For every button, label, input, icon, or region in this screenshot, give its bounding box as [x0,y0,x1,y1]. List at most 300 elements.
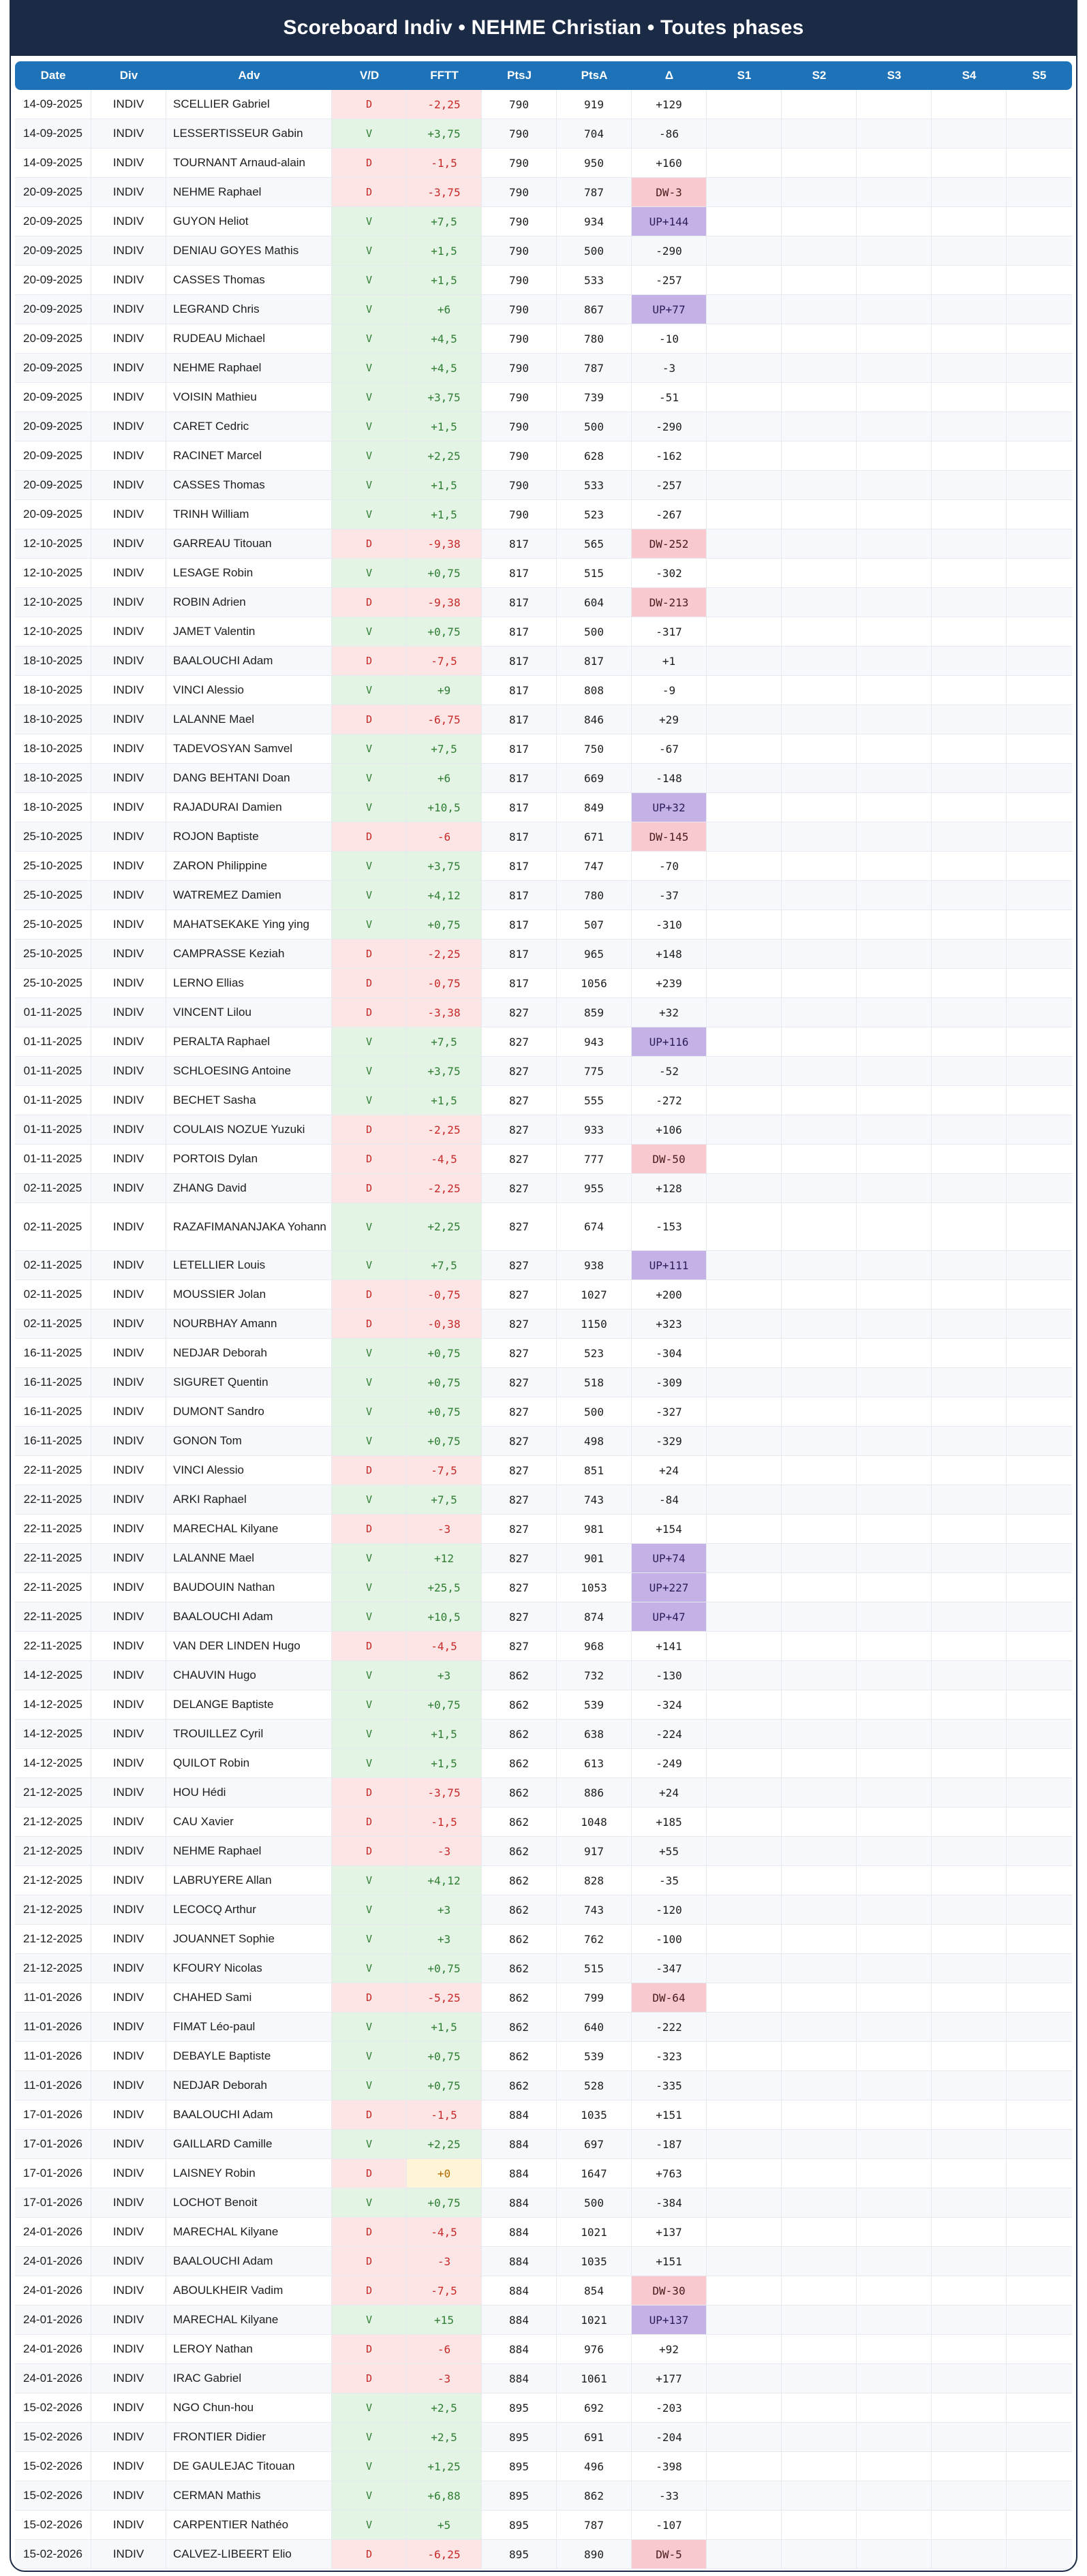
table-row[interactable] [15,295,1072,324]
table-row[interactable] [15,266,1072,295]
table-row[interactable] [15,1339,1072,1368]
set-5-cell [1007,1057,1072,1085]
opponent-cell: BAUDOUIN Nathan [166,1573,332,1602]
result-cell: V [332,1427,407,1455]
result-cell: V [332,1339,407,1367]
set-3-cell [857,1837,932,1865]
div-cell: INDIV [91,2130,166,2158]
delta-cell: +151 [632,2100,707,2129]
delta-cell: DW-3 [632,178,707,206]
delta-cell: -148 [632,764,707,792]
table-row[interactable] [15,1573,1072,1602]
delta-cell: +160 [632,149,707,177]
set-3-cell [857,2393,932,2422]
table-row[interactable] [15,1690,1072,1720]
table-row[interactable] [15,852,1072,881]
set-1-cell [707,2511,782,2539]
table-row[interactable] [15,1174,1072,1203]
table-row[interactable] [15,822,1072,852]
opponent-points-cell: 743 [557,1895,632,1924]
opponent-points-cell: 691 [557,2423,632,2451]
table-row[interactable] [15,1251,1072,1280]
set-2-cell [782,647,857,675]
delta-cell: +1 [632,647,707,675]
fftt-points-cell: +4,12 [407,881,482,910]
table-row[interactable] [15,1749,1072,1778]
set-4-cell [932,2452,1007,2481]
table-row[interactable] [15,1720,1072,1749]
set-3-cell [857,2481,932,2510]
result-cell: V [332,441,407,470]
table-row[interactable] [15,324,1072,354]
opponent-cell: VAN DER LINDEN Hugo [166,1632,332,1660]
table-row[interactable] [15,793,1072,822]
date-cell: 16-11-2025 [15,1427,91,1455]
set-1-cell [707,2071,782,2100]
table-row[interactable] [15,412,1072,441]
result-cell: V [332,471,407,499]
col-fftt-header[interactable]: FFTT [430,69,459,82]
set-1-cell [707,1251,782,1279]
table-row[interactable] [15,2393,1072,2423]
set-4-cell [932,1632,1007,1660]
opponent-cell: CASSES Thomas [166,471,332,499]
set-4-cell [932,1368,1007,1397]
set-1-cell [707,119,782,148]
set-2-cell [782,2042,857,2070]
opponent-points-cell: 854 [557,2276,632,2305]
set-5-cell [1007,1544,1072,1572]
table-row[interactable] [15,2218,1072,2247]
set-5-cell [1007,2042,1072,2070]
table-row[interactable] [15,1309,1072,1339]
div-cell: INDIV [91,617,166,646]
opponent-cell: NEHME Raphael [166,354,332,382]
set-4-cell [932,2276,1007,2305]
table-row[interactable] [15,441,1072,471]
table-row[interactable] [15,207,1072,236]
table-row[interactable] [15,1145,1072,1174]
fftt-points-cell: +0,75 [407,910,482,939]
table-row[interactable] [15,734,1072,764]
table-row[interactable] [15,2247,1072,2276]
set-5-cell [1007,1027,1072,1056]
fftt-points-cell: -1,5 [407,149,482,177]
player-points-cell: 884 [482,2159,557,2188]
col-vd-header[interactable]: V/D [359,69,380,82]
fftt-points-cell: +2,5 [407,2393,482,2422]
opponent-points-cell: 500 [557,236,632,265]
table-row[interactable] [15,1807,1072,1837]
player-points-cell: 790 [482,236,557,265]
div-cell: INDIV [91,822,166,851]
opponent-points-cell: 692 [557,2393,632,2422]
set-4-cell [932,1661,1007,1690]
set-4-cell [932,1174,1007,1202]
table-row[interactable] [15,1895,1072,1925]
date-cell: 21-12-2025 [15,1778,91,1807]
set-3-cell [857,412,932,441]
set-2-cell [782,1368,857,1397]
table-row[interactable] [15,969,1072,998]
table-row[interactable] [15,1544,1072,1573]
opponent-cell: LESSERTISSEUR Gabin [166,119,332,148]
set-1-cell [707,1720,782,1748]
set-4-cell [932,354,1007,382]
set-2-cell [782,1602,857,1631]
result-cell: V [332,734,407,763]
date-cell: 16-11-2025 [15,1397,91,1426]
table-row[interactable] [15,119,1072,149]
div-cell: INDIV [91,471,166,499]
table-row[interactable] [15,2130,1072,2159]
set-1-cell [707,1174,782,1202]
set-2-cell [782,236,857,265]
table-row[interactable] [15,2013,1072,2042]
opponent-cell: LEGRAND Chris [166,295,332,324]
table-row[interactable] [15,471,1072,500]
col-s3-header[interactable]: S3 [887,69,902,82]
set-5-cell [1007,2511,1072,2539]
table-row[interactable] [15,588,1072,617]
player-points-cell: 817 [482,910,557,939]
col-div-header[interactable]: Div [119,69,138,82]
set-5-cell [1007,2335,1072,2363]
set-2-cell [782,1807,857,1836]
table-row[interactable] [15,2159,1072,2188]
set-4-cell [932,2511,1007,2539]
set-5-cell [1007,2013,1072,2041]
set-5-cell [1007,2159,1072,2188]
opponent-points-cell: 523 [557,1339,632,1367]
player-points-cell: 884 [482,2130,557,2158]
div-cell: INDIV [91,998,166,1027]
table-row[interactable] [15,1057,1072,1086]
table-row[interactable] [15,559,1072,588]
table-row[interactable] [15,998,1072,1027]
delta-cell: DW-252 [632,529,707,558]
date-cell: 02-11-2025 [15,1309,91,1338]
table-row[interactable] [15,529,1072,559]
table-row[interactable] [15,2306,1072,2335]
set-3-cell [857,2247,932,2276]
set-1-cell [707,2276,782,2305]
set-2-cell [782,441,857,470]
table-row[interactable] [15,2481,1072,2511]
table-row[interactable] [15,2188,1072,2218]
set-3-cell [857,2511,932,2539]
opponent-cell: BAALOUCHI Adam [166,1602,332,1631]
set-3-cell [857,207,932,236]
set-2-cell [782,295,857,324]
set-5-cell [1007,705,1072,734]
set-4-cell [932,1251,1007,1279]
set-4-cell [932,2306,1007,2334]
table-row[interactable] [15,910,1072,940]
set-5-cell [1007,207,1072,236]
fftt-points-cell: -6,25 [407,2540,482,2569]
set-3-cell [857,1749,932,1778]
fftt-points-cell: +10,5 [407,1602,482,1631]
set-5-cell [1007,1456,1072,1485]
set-1-cell [707,1925,782,1953]
set-4-cell [932,1925,1007,1953]
set-3-cell [857,2306,932,2334]
delta-cell: DW-50 [632,1145,707,1173]
set-4-cell [932,1807,1007,1836]
table-row[interactable] [15,354,1072,383]
delta-cell: +141 [632,1632,707,1660]
player-points-cell: 862 [482,2071,557,2100]
fftt-points-cell: +1,5 [407,2013,482,2041]
table-row[interactable] [15,881,1072,910]
player-points-cell: 884 [482,2100,557,2129]
player-points-cell: 862 [482,1925,557,1953]
set-3-cell [857,2540,932,2569]
table-row[interactable] [15,1661,1072,1690]
result-cell: V [332,2130,407,2158]
set-4-cell [932,236,1007,265]
col-date-header[interactable]: Date [40,69,66,82]
delta-cell: -347 [632,1954,707,1983]
date-cell: 15-02-2026 [15,2540,91,2569]
opponent-cell: GARREAU Titouan [166,529,332,558]
table-row[interactable] [15,2423,1072,2452]
opponent-points-cell: 518 [557,1368,632,1397]
opponent-cell: VINCI Alessio [166,676,332,704]
table-row[interactable] [15,705,1072,734]
delta-cell: -290 [632,236,707,265]
table-row[interactable] [15,2100,1072,2130]
date-cell: 24-01-2026 [15,2364,91,2393]
fftt-points-cell: +2,25 [407,1203,482,1250]
div-cell: INDIV [91,1280,166,1309]
opponent-points-cell: 750 [557,734,632,763]
set-1-cell [707,617,782,646]
date-cell: 21-12-2025 [15,1954,91,1983]
div-cell: INDIV [91,1778,166,1807]
opponent-points-cell: 775 [557,1057,632,1085]
opponent-points-cell: 500 [557,1397,632,1426]
set-2-cell [782,149,857,177]
date-cell: 17-01-2026 [15,2159,91,2188]
set-3-cell [857,1280,932,1309]
set-5-cell [1007,1515,1072,1543]
set-3-cell [857,1456,932,1485]
table-row[interactable] [15,1925,1072,1954]
col-adv-header[interactable]: Adv [238,69,260,82]
set-2-cell [782,1145,857,1173]
set-3-cell [857,1174,932,1202]
date-cell: 18-10-2025 [15,764,91,792]
set-4-cell [932,1309,1007,1338]
div-cell: INDIV [91,1837,166,1865]
opponent-points-cell: 828 [557,1866,632,1895]
div-cell: INDIV [91,1895,166,1924]
set-5-cell [1007,617,1072,646]
table-row[interactable] [15,1456,1072,1485]
opponent-points-cell: 817 [557,647,632,675]
result-cell: D [332,647,407,675]
table-row[interactable] [15,1203,1072,1251]
player-points-cell: 827 [482,1573,557,1602]
set-5-cell [1007,559,1072,587]
table-row[interactable] [15,2276,1072,2306]
set-5-cell [1007,764,1072,792]
set-1-cell [707,2100,782,2129]
table-row[interactable] [15,617,1072,647]
set-4-cell [932,2130,1007,2158]
opponent-points-cell: 515 [557,1954,632,1983]
set-2-cell [782,2276,857,2305]
table-row[interactable] [15,1427,1072,1456]
set-5-cell [1007,1778,1072,1807]
player-points-cell: 827 [482,1203,557,1250]
set-1-cell [707,705,782,734]
set-3-cell [857,734,932,763]
table-row[interactable] [15,2452,1072,2481]
table-row[interactable] [15,1515,1072,1544]
fftt-points-cell: -0,75 [407,969,482,997]
set-5-cell [1007,2130,1072,2158]
opponent-cell: PERALTA Raphael [166,1027,332,1056]
set-2-cell [782,2218,857,2246]
table-row[interactable] [15,1602,1072,1632]
table-row[interactable] [15,1954,1072,1983]
fftt-points-cell: +1,5 [407,236,482,265]
set-1-cell [707,764,782,792]
table-row[interactable] [15,1086,1072,1115]
set-4-cell [932,2247,1007,2276]
player-points-cell: 862 [482,1837,557,1865]
col-ptsj-header[interactable]: PtsJ [507,69,532,82]
table-row[interactable] [15,500,1072,529]
set-3-cell [857,705,932,734]
player-points-cell: 790 [482,119,557,148]
fftt-points-cell: -9,38 [407,529,482,558]
table-row[interactable] [15,1632,1072,1661]
opponent-points-cell: 500 [557,617,632,646]
fftt-points-cell: -2,25 [407,1174,482,1202]
date-cell: 11-01-2026 [15,2071,91,2100]
set-1-cell [707,1115,782,1144]
table-row[interactable] [15,2511,1072,2540]
table-row[interactable] [15,178,1072,207]
opponent-cell: WATREMEZ Damien [166,881,332,910]
date-cell: 11-01-2026 [15,1983,91,2012]
set-3-cell [857,676,932,704]
col-s2-header[interactable]: S2 [812,69,827,82]
result-cell: V [332,1397,407,1426]
table-row[interactable] [15,1397,1072,1427]
player-points-cell: 827 [482,1544,557,1572]
result-cell: V [332,354,407,382]
table-row[interactable] [15,2540,1072,2569]
set-2-cell [782,1086,857,1115]
set-1-cell [707,178,782,206]
div-cell: INDIV [91,295,166,324]
opponent-cell: COULAIS NOZUE Yuzuki [166,1115,332,1144]
set-2-cell [782,1720,857,1748]
table-row[interactable] [15,940,1072,969]
result-cell: V [332,617,407,646]
table-row[interactable] [15,2042,1072,2071]
fftt-points-cell: +7,5 [407,1027,482,1056]
table-row[interactable] [15,676,1072,705]
table-row[interactable] [15,1983,1072,2013]
fftt-points-cell: +15 [407,2306,482,2334]
player-points-cell: 817 [482,852,557,880]
set-1-cell [707,2188,782,2217]
table-row[interactable] [15,1485,1072,1515]
date-cell: 22-11-2025 [15,1602,91,1631]
table-row[interactable] [15,236,1072,266]
table-row[interactable] [15,1837,1072,1866]
opponent-cell: HOU Hédi [166,1778,332,1807]
table-row[interactable] [15,2071,1072,2100]
table-row[interactable] [15,90,1072,119]
table-row[interactable] [15,1866,1072,1895]
player-points-cell: 895 [482,2452,557,2481]
col-s4-header[interactable]: S4 [962,69,977,82]
table-row[interactable] [15,1027,1072,1057]
set-1-cell [707,1866,782,1895]
table-row[interactable] [15,1778,1072,1807]
opponent-cell: DEBAYLE Baptiste [166,2042,332,2070]
result-cell: V [332,676,407,704]
delta-cell: UP+144 [632,207,707,236]
opponent-points-cell: 671 [557,822,632,851]
fftt-points-cell: -3,75 [407,178,482,206]
opponent-cell: RAJADURAI Damien [166,793,332,822]
result-cell: V [332,2393,407,2422]
set-5-cell [1007,149,1072,177]
table-row[interactable] [15,1280,1072,1309]
col-ptsa-header[interactable]: PtsA [581,69,608,82]
set-5-cell [1007,881,1072,910]
delta-cell: UP+137 [632,2306,707,2334]
result-cell: V [332,1866,407,1895]
date-cell: 20-09-2025 [15,441,91,470]
set-4-cell [932,1397,1007,1426]
table-row[interactable] [15,2364,1072,2393]
opponent-points-cell: 762 [557,1925,632,1953]
col-s5-header[interactable]: S5 [1032,69,1047,82]
set-5-cell [1007,793,1072,822]
result-cell: V [332,1086,407,1115]
opponent-points-cell: 555 [557,1086,632,1115]
table-row[interactable] [15,1368,1072,1397]
set-4-cell [932,1485,1007,1514]
table-row[interactable] [15,764,1072,793]
delta-cell: -398 [632,2452,707,2481]
col-s1-header[interactable]: S1 [737,69,752,82]
set-2-cell [782,207,857,236]
table-row[interactable] [15,1115,1072,1145]
delta-cell: +185 [632,1807,707,1836]
player-points-cell: 862 [482,2042,557,2070]
set-4-cell [932,90,1007,119]
set-3-cell [857,2423,932,2451]
table-row[interactable] [15,149,1072,178]
table-row[interactable] [15,647,1072,676]
table-row[interactable] [15,383,1072,412]
set-3-cell [857,998,932,1027]
date-cell: 20-09-2025 [15,207,91,236]
table-row[interactable] [15,2335,1072,2364]
col-delta-header[interactable]: Δ [664,69,674,82]
set-4-cell [932,1515,1007,1543]
